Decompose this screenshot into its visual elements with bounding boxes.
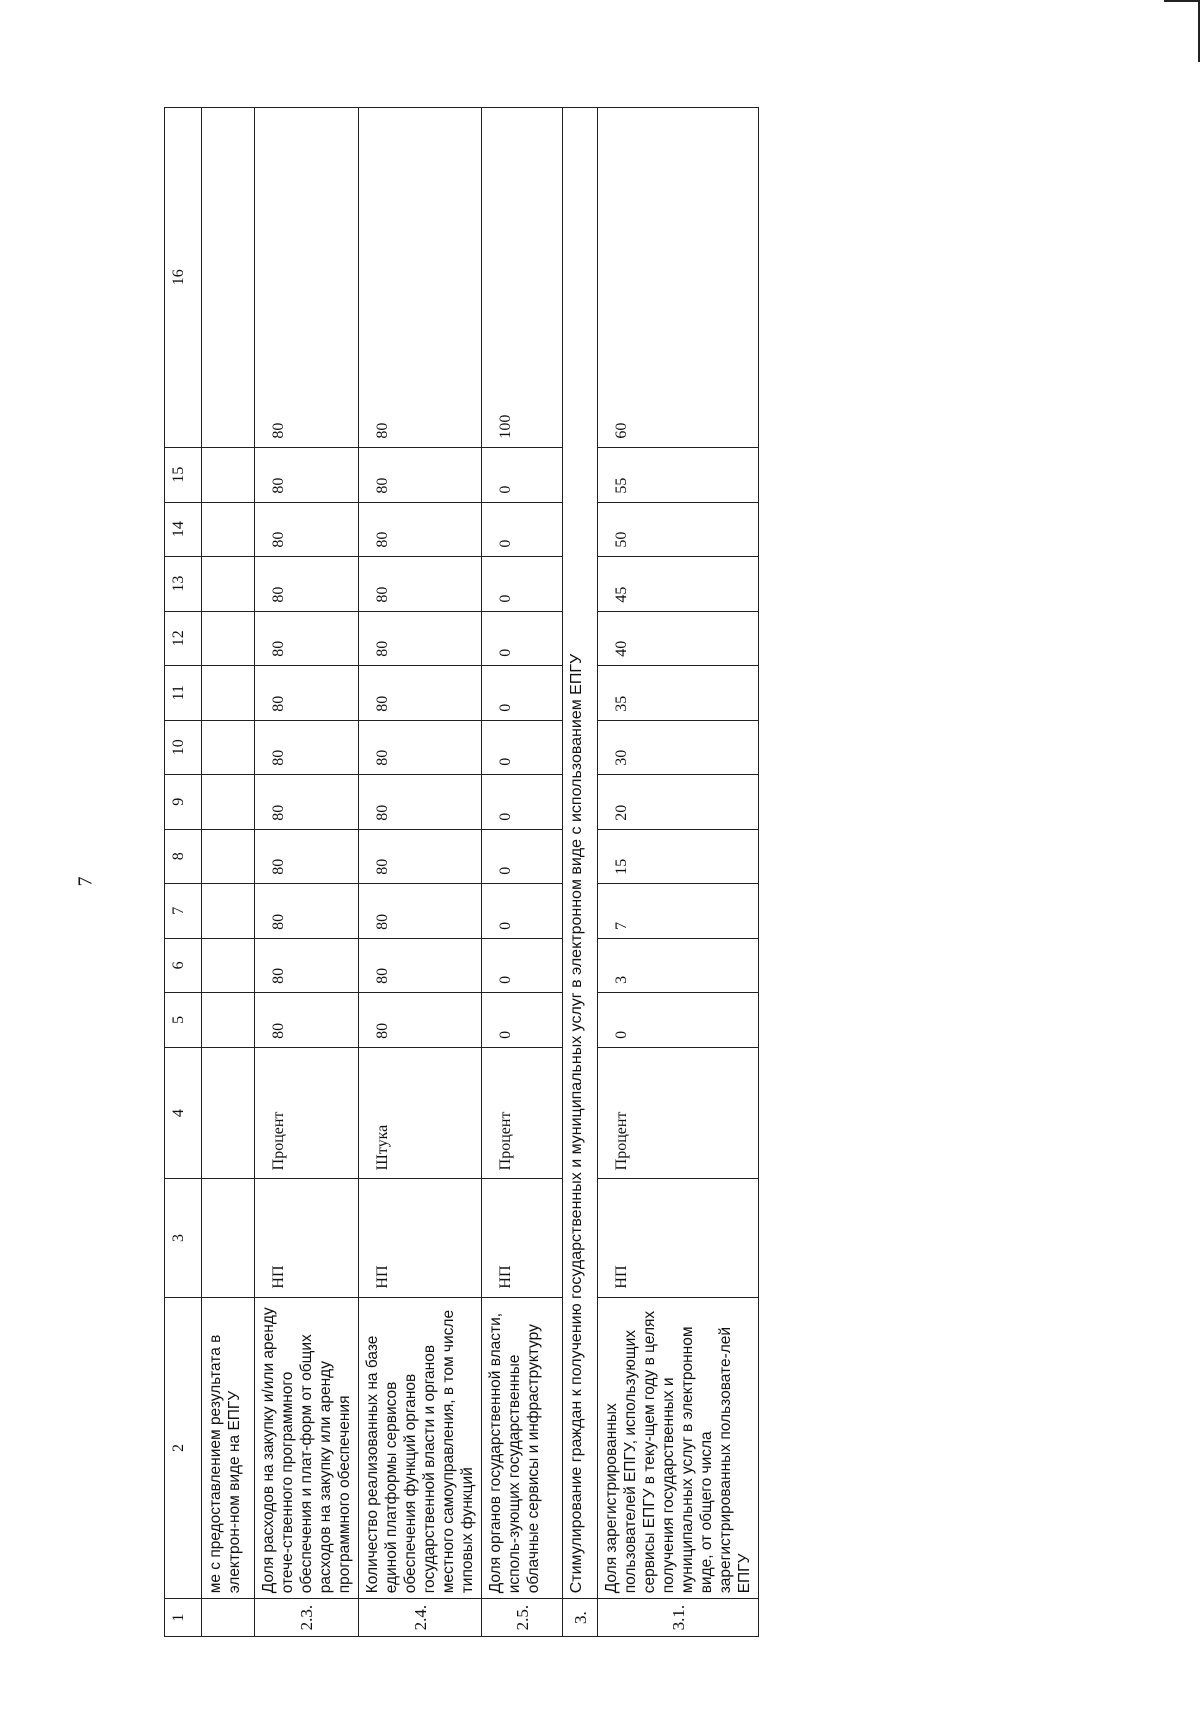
header-col-12: 12 [165,611,202,665]
cell-value: 20 [598,774,759,829]
cell-value: 0 [482,447,563,502]
cell-value: 80 [359,611,482,665]
cell-value: 35 [598,665,759,720]
section-title: Стимулирование граждан к получению государственных и муниципальных услуг в электронном виде с использованием ЕПГУ [563,108,598,1599]
cell-value: 3 [598,938,759,992]
cell-value: 0 [482,774,563,829]
cell-value: 80 [359,108,482,448]
cell-value: 80 [255,556,359,611]
header-col-9: 9 [165,774,202,829]
header-col-8: 8 [165,829,202,883]
cell-value: 0 [482,992,563,1047]
cell-value: 0 [482,556,563,611]
cell-value: 100 [482,108,563,448]
cell-value: 80 [255,611,359,665]
cell-value: 80 [359,720,482,774]
cell-value: 0 [482,938,563,992]
table-row [482,108,563,1637]
cell-value: 80 [359,502,482,556]
table-row [255,108,359,1637]
header-col-16: 16 [165,108,202,448]
cell-type: НП [255,1179,359,1297]
cell-value: 0 [598,992,759,1047]
header-col-11: 11 [165,665,202,720]
header-col-6: 6 [165,938,202,992]
rotated-table-container [164,107,753,1637]
cell-name: Доля зарегистрированных пользователей ЕПГУ, использующих сервисы ЕПГУ в теку-щем году в целях получения государственных и муниципальных услуг в электронном виде, от общего числа зарегистрированных пользовате-лей ЕПГУ [598,1297,759,1599]
header-col-2: 2 [165,1297,202,1599]
cell-unit: Процент [598,1047,759,1178]
cell-value: 7 [598,883,759,938]
cell-num: 3.1. [598,1599,759,1637]
cell-value: 80 [359,829,482,883]
cell-type: НП [359,1179,482,1297]
cell-value: 80 [359,447,482,502]
header-col-7: 7 [165,883,202,938]
header-col-5: 5 [165,992,202,1047]
cell-value: 0 [482,665,563,720]
header-col-10: 10 [165,720,202,774]
cell-value: 80 [255,883,359,938]
table-header-row [165,108,202,1637]
header-col-1: 1 [165,1599,202,1637]
cell-value: 60 [598,108,759,448]
section-row [563,108,598,1637]
cell-name: Доля органов государственной власти, исполь-зующих государственные облачные сервисы и инфраструктуру [482,1297,563,1599]
cell-value: 50 [598,502,759,556]
cell-value: 80 [359,774,482,829]
cell-value: 80 [359,992,482,1047]
cell-value: 0 [482,883,563,938]
cell-value: 80 [359,665,482,720]
cell-value: 80 [255,447,359,502]
page-corner-mark [1164,0,1200,62]
cell-num [202,1599,255,1637]
cell-value: 45 [598,556,759,611]
cell-type: НП [482,1179,563,1297]
cell-value: 30 [598,720,759,774]
cell-value: 80 [255,992,359,1047]
table-row [598,108,759,1637]
section-num: 3. [563,1599,598,1637]
cell-value: 80 [255,829,359,883]
cell-unit: Процент [255,1047,359,1178]
cell-value: 15 [598,829,759,883]
cell-value: 80 [255,720,359,774]
cell-value: 80 [255,938,359,992]
table-row-continuation [202,108,255,1637]
cell-value: 40 [598,611,759,665]
cell-name: Доля расходов на закупку и/или аренду отече-ственного программного обеспечения и плат-форм от общих расходов на закупку или аренду программного обеспечения [255,1297,359,1599]
cell-value: 80 [359,938,482,992]
cell-value: 55 [598,447,759,502]
cell-unit: Штука [359,1047,482,1178]
cell-value: 80 [255,108,359,448]
cell-value: 0 [482,611,563,665]
cell-num: 2.3. [255,1599,359,1637]
indicators-table [164,107,759,1637]
cell-value: 0 [482,720,563,774]
cell-value: 80 [359,556,482,611]
cell-value: 80 [255,665,359,720]
cell-value: 80 [255,502,359,556]
cell-value: 0 [482,502,563,556]
header-col-4: 4 [165,1047,202,1178]
cell-name: ме с предоставлением результата в электрон-ном виде на ЕПГУ [202,1297,255,1599]
header-col-13: 13 [165,556,202,611]
page-number: 7 [74,876,97,887]
header-col-14: 14 [165,502,202,556]
table-row [359,108,482,1637]
cell-num: 2.5. [482,1599,563,1637]
header-col-15: 15 [165,447,202,502]
rotated-table-inner [164,107,753,1637]
cell-name: Количество реализованных на базе единой платформы сервисов обеспечения функций органов государственной власти и органов местного самоуправления, в том числе типовых функций [359,1297,482,1599]
cell-unit: Процент [482,1047,563,1178]
cell-value: 0 [482,829,563,883]
cell-value: 80 [359,883,482,938]
header-col-3: 3 [165,1179,202,1297]
cell-num: 2.4. [359,1599,482,1637]
cell-type: НП [598,1179,759,1297]
cell-value: 80 [255,774,359,829]
